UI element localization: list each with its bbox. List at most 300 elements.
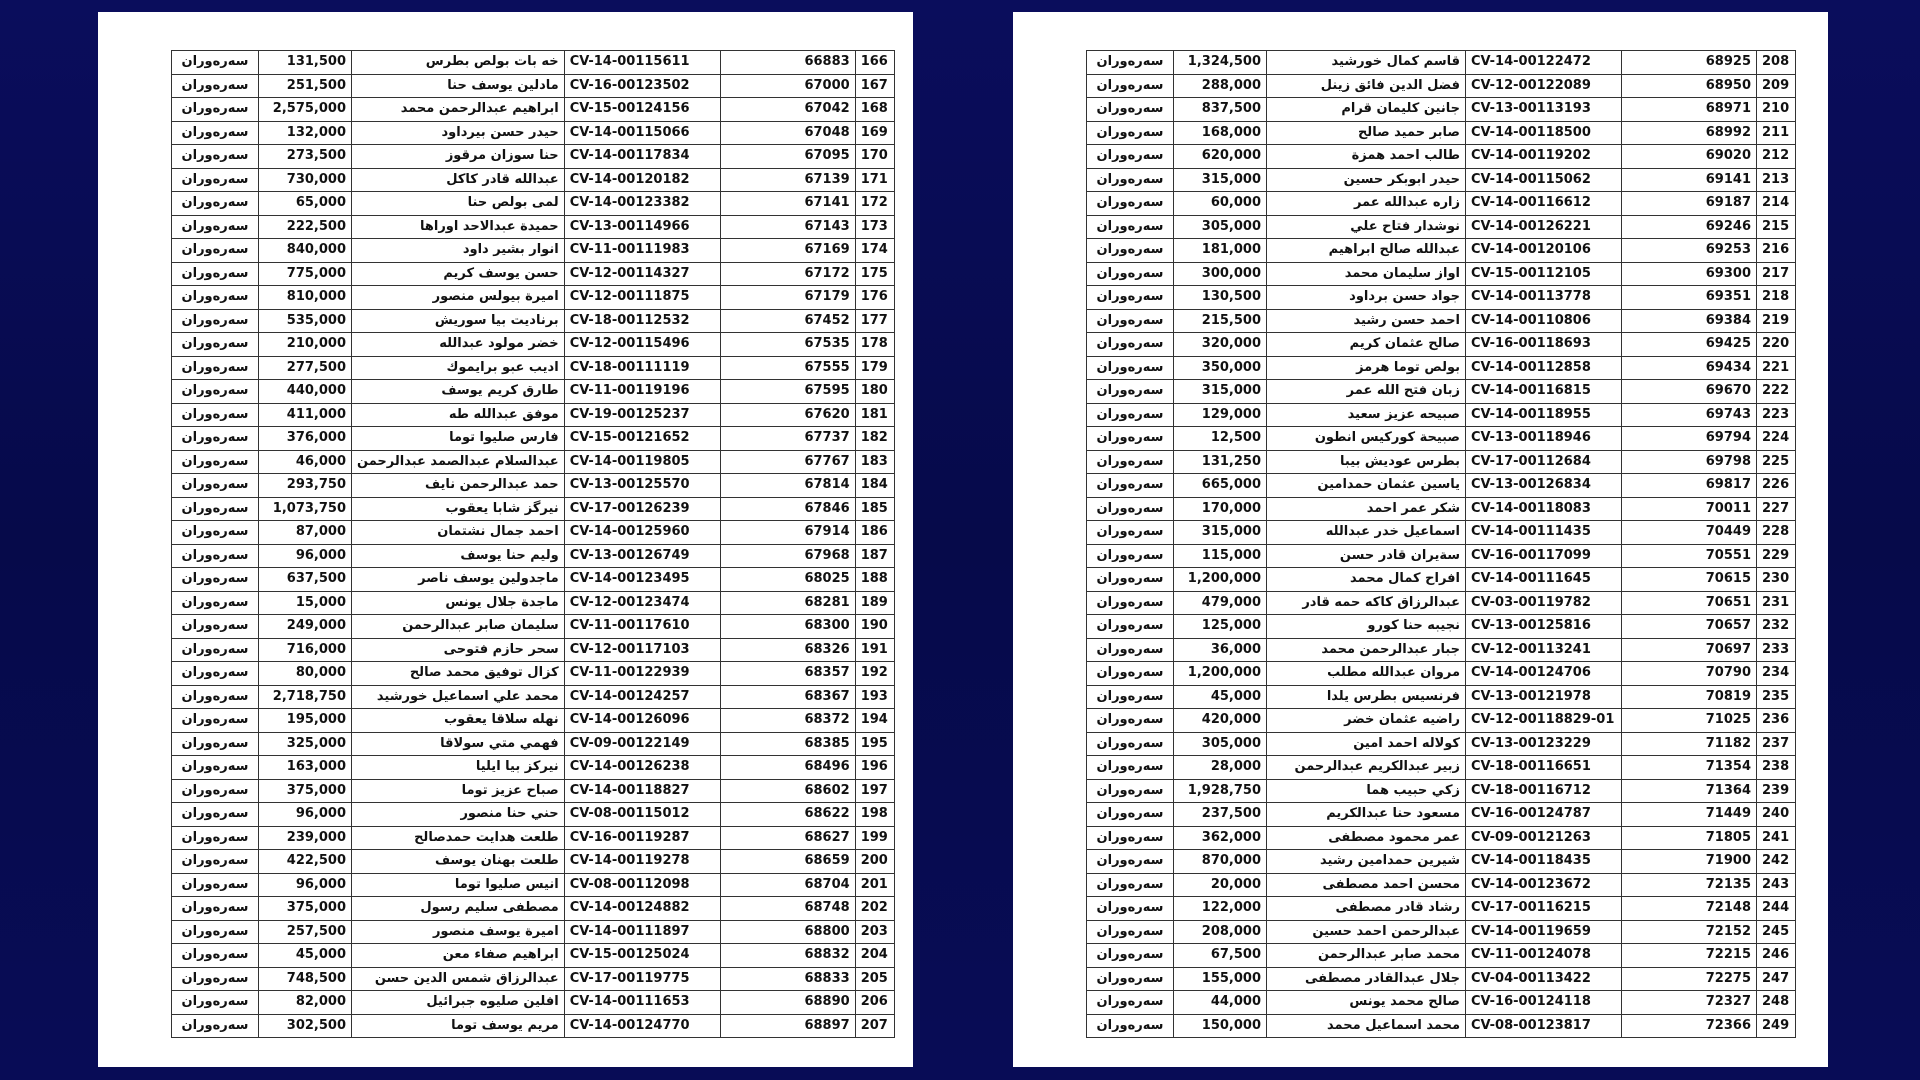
code-cell: 68326 (720, 638, 855, 662)
table-row (1087, 497, 1796, 521)
amount-cell: 422,500 (259, 850, 352, 874)
amount-cell: 305,000 (1174, 732, 1267, 756)
amount-cell: 288,000 (1174, 74, 1267, 98)
cv-number-cell: CV-14-00111435 (1466, 521, 1622, 545)
amount-cell: 195,000 (259, 709, 352, 733)
area-cell: سەرەوران (1087, 51, 1174, 75)
table-row (172, 873, 895, 897)
area-cell: سەرەوران (172, 591, 259, 615)
area-cell: سەرەوران (172, 427, 259, 451)
amount-cell: 420,000 (1174, 709, 1267, 733)
area-cell: سەرەوران (1087, 192, 1174, 216)
area-cell: سەرەوران (172, 356, 259, 380)
code-cell: 67139 (720, 168, 855, 192)
table-row (1087, 51, 1796, 75)
table-row (1087, 756, 1796, 780)
amount-cell: 12,500 (1174, 427, 1267, 451)
cv-number-cell: CV-17-00119775 (564, 967, 720, 991)
table-row (172, 403, 895, 427)
sequence-cell: 200 (855, 850, 894, 874)
amount-cell: 479,000 (1174, 591, 1267, 615)
code-cell: 70697 (1622, 638, 1757, 662)
cv-number-cell: CV-17-00116215 (1466, 897, 1622, 921)
code-cell: 70657 (1622, 615, 1757, 639)
amount-cell: 870,000 (1174, 850, 1267, 874)
sequence-cell: 233 (1757, 638, 1796, 662)
area-cell: سەرەوران (172, 521, 259, 545)
name-cell: حسن يوسف كريم (352, 262, 565, 286)
amount-cell: 665,000 (1174, 474, 1267, 498)
code-cell: 71900 (1622, 850, 1757, 874)
amount-cell: 1,200,000 (1174, 662, 1267, 686)
name-cell: انوار بشير داود (352, 239, 565, 263)
area-cell: سەرەوران (1087, 356, 1174, 380)
amount-cell: 810,000 (259, 286, 352, 310)
area-cell: سەرەوران (1087, 709, 1174, 733)
name-cell: حيدر ابوبكر حسين (1267, 168, 1466, 192)
code-cell: 72135 (1622, 873, 1757, 897)
amount-cell: 170,000 (1174, 497, 1267, 521)
sequence-cell: 206 (855, 991, 894, 1015)
table-row (172, 685, 895, 709)
area-cell: سەرەوران (172, 615, 259, 639)
name-cell: مصطفى سليم رسول (352, 897, 565, 921)
table-row (172, 779, 895, 803)
name-cell: افراح كمال محمد (1267, 568, 1466, 592)
table-row (1087, 944, 1796, 968)
code-cell: 70449 (1622, 521, 1757, 545)
code-cell: 67846 (720, 497, 855, 521)
code-cell: 67968 (720, 544, 855, 568)
sequence-cell: 229 (1757, 544, 1796, 568)
amount-cell: 96,000 (259, 873, 352, 897)
table-row (1087, 239, 1796, 263)
name-cell: عبدالله قادر كاكل (352, 168, 565, 192)
sequence-cell: 179 (855, 356, 894, 380)
cv-number-cell: CV-13-00123229 (1466, 732, 1622, 756)
code-cell: 68950 (1622, 74, 1757, 98)
name-cell: مروان عبدالله مطلب (1267, 662, 1466, 686)
area-cell: سەرەوران (172, 450, 259, 474)
area-cell: سەرەوران (1087, 803, 1174, 827)
area-cell: سەرەوران (1087, 450, 1174, 474)
name-cell: حني حنا منصور (352, 803, 565, 827)
table-row (172, 286, 895, 310)
amount-cell: 375,000 (259, 779, 352, 803)
cv-number-cell: CV-17-00112684 (1466, 450, 1622, 474)
amount-cell: 122,000 (1174, 897, 1267, 921)
area-cell: سەرەوران (1087, 145, 1174, 169)
cv-number-cell: CV-11-00124078 (1466, 944, 1622, 968)
cv-number-cell: CV-13-00125570 (564, 474, 720, 498)
cv-number-cell: CV-11-00122939 (564, 662, 720, 686)
amount-cell: 440,000 (259, 380, 352, 404)
table-row (172, 638, 895, 662)
amount-cell: 45,000 (1174, 685, 1267, 709)
sequence-cell: 247 (1757, 967, 1796, 991)
sequence-cell: 190 (855, 615, 894, 639)
sequence-cell: 211 (1757, 121, 1796, 145)
amount-cell: 2,575,000 (259, 98, 352, 122)
table-row (1087, 991, 1796, 1015)
sequence-cell: 219 (1757, 309, 1796, 333)
code-cell: 68748 (720, 897, 855, 921)
code-cell: 67535 (720, 333, 855, 357)
name-cell: احمد جمال نشتمان (352, 521, 565, 545)
area-cell: سەرەوران (1087, 591, 1174, 615)
code-cell: 72148 (1622, 897, 1757, 921)
cv-number-cell: CV-12-00123474 (564, 591, 720, 615)
name-cell: زاره عبدالله عمر (1267, 192, 1466, 216)
amount-cell: 1,200,000 (1174, 568, 1267, 592)
table-row (1087, 474, 1796, 498)
cv-number-cell: CV-14-00125960 (564, 521, 720, 545)
sequence-cell: 177 (855, 309, 894, 333)
amount-cell: 36,000 (1174, 638, 1267, 662)
name-cell: سحر حازم فتوحى (352, 638, 565, 662)
amount-cell: 775,000 (259, 262, 352, 286)
area-cell: سەرەوران (1087, 98, 1174, 122)
cv-number-cell: CV-12-00122089 (1466, 74, 1622, 98)
sequence-cell: 227 (1757, 497, 1796, 521)
table-row (172, 568, 895, 592)
table-row (1087, 262, 1796, 286)
amount-cell: 637,500 (259, 568, 352, 592)
cv-number-cell: CV-14-00119659 (1466, 920, 1622, 944)
amount-cell: 315,000 (1174, 380, 1267, 404)
area-cell: سەرەوران (1087, 967, 1174, 991)
amount-cell: 45,000 (259, 944, 352, 968)
code-cell: 69670 (1622, 380, 1757, 404)
sequence-cell: 213 (1757, 168, 1796, 192)
table-row (1087, 638, 1796, 662)
area-cell: سەرەوران (1087, 897, 1174, 921)
table-row (172, 991, 895, 1015)
sequence-cell: 230 (1757, 568, 1796, 592)
cv-number-cell: CV-14-00119805 (564, 450, 720, 474)
name-cell: صالح عثمان كريم (1267, 333, 1466, 357)
code-cell: 72215 (1622, 944, 1757, 968)
table-row (172, 145, 895, 169)
cv-number-cell: CV-17-00126239 (564, 497, 720, 521)
amount-cell: 239,000 (259, 826, 352, 850)
area-cell: سەرەوران (172, 74, 259, 98)
table-row (1087, 591, 1796, 615)
code-cell: 68496 (720, 756, 855, 780)
table-row (1087, 427, 1796, 451)
amount-cell: 2,718,750 (259, 685, 352, 709)
name-cell: انيس صليوا توما (352, 873, 565, 897)
name-cell: رشاد قادر مصطفى (1267, 897, 1466, 921)
name-cell: بولص توما هرمز (1267, 356, 1466, 380)
sequence-cell: 207 (855, 1014, 894, 1038)
table-row (172, 192, 895, 216)
area-cell: سەرەوران (1087, 521, 1174, 545)
table-row (1087, 897, 1796, 921)
cv-number-cell: CV-11-00111983 (564, 239, 720, 263)
name-cell: جانين كليمان قرام (1267, 98, 1466, 122)
code-cell: 67767 (720, 450, 855, 474)
cv-number-cell: CV-04-00113422 (1466, 967, 1622, 991)
name-cell: محمد اسماعيل محمد (1267, 1014, 1466, 1038)
name-cell: طالب احمد همزة (1267, 145, 1466, 169)
cv-number-cell: CV-14-00120182 (564, 168, 720, 192)
table-row (1087, 685, 1796, 709)
code-cell: 72327 (1622, 991, 1757, 1015)
code-cell: 68627 (720, 826, 855, 850)
cv-number-cell: CV-09-00122149 (564, 732, 720, 756)
name-cell: لمى بولص حنا (352, 192, 565, 216)
cv-number-cell: CV-15-00124156 (564, 98, 720, 122)
area-cell: سەرەوران (172, 497, 259, 521)
sequence-cell: 222 (1757, 380, 1796, 404)
code-cell: 67814 (720, 474, 855, 498)
amount-cell: 300,000 (1174, 262, 1267, 286)
area-cell: سەرەوران (172, 239, 259, 263)
area-cell: سەرەوران (1087, 944, 1174, 968)
name-cell: مريم يوسف توما (352, 1014, 565, 1038)
code-cell: 68971 (1622, 98, 1757, 122)
code-cell: 67595 (720, 380, 855, 404)
name-cell: صباح عزيز توما (352, 779, 565, 803)
sequence-cell: 248 (1757, 991, 1796, 1015)
table-row (1087, 309, 1796, 333)
amount-cell: 620,000 (1174, 145, 1267, 169)
code-cell: 70790 (1622, 662, 1757, 686)
code-cell: 72275 (1622, 967, 1757, 991)
table-row (172, 544, 895, 568)
code-cell: 68300 (720, 615, 855, 639)
table-row (172, 239, 895, 263)
left-records-table (171, 50, 895, 1038)
name-cell: نوشدار فتاح علي (1267, 215, 1466, 239)
cv-number-cell: CV-14-00110806 (1466, 309, 1622, 333)
cv-number-cell: CV-14-00119202 (1466, 145, 1622, 169)
code-cell: 71025 (1622, 709, 1757, 733)
sequence-cell: 181 (855, 403, 894, 427)
name-cell: وليم حنا يوسف (352, 544, 565, 568)
code-cell: 68897 (720, 1014, 855, 1038)
amount-cell: 96,000 (259, 803, 352, 827)
table-row (172, 920, 895, 944)
code-cell: 72152 (1622, 920, 1757, 944)
name-cell: ياسين عثمان حمدامين (1267, 474, 1466, 498)
cv-number-cell: CV-08-00112098 (564, 873, 720, 897)
sequence-cell: 182 (855, 427, 894, 451)
table-row (172, 215, 895, 239)
table-row (172, 98, 895, 122)
code-cell: 70011 (1622, 497, 1757, 521)
amount-cell: 210,000 (259, 333, 352, 357)
amount-cell: 87,000 (259, 521, 352, 545)
cv-number-cell: CV-14-00116612 (1466, 192, 1622, 216)
sequence-cell: 218 (1757, 286, 1796, 310)
name-cell: اديب عبو برايموك (352, 356, 565, 380)
amount-cell: 129,000 (1174, 403, 1267, 427)
sequence-cell: 226 (1757, 474, 1796, 498)
name-cell: نجيبه حنا كورو (1267, 615, 1466, 639)
cv-number-cell: CV-13-00121978 (1466, 685, 1622, 709)
sequence-cell: 167 (855, 74, 894, 98)
table-row (172, 826, 895, 850)
name-cell: حنا سوزان مرقوز (352, 145, 565, 169)
name-cell: احمد حسن رشيد (1267, 309, 1466, 333)
table-row (1087, 380, 1796, 404)
area-cell: سەرەوران (172, 309, 259, 333)
table-row (1087, 286, 1796, 310)
amount-cell: 748,500 (259, 967, 352, 991)
table-row (172, 756, 895, 780)
cv-number-cell: CV-14-00123382 (564, 192, 720, 216)
sequence-cell: 231 (1757, 591, 1796, 615)
name-cell: قاسم كمال خورشيد (1267, 51, 1466, 75)
name-cell: صالح محمد يونس (1267, 991, 1466, 1015)
code-cell: 68622 (720, 803, 855, 827)
area-cell: سەرەوران (172, 333, 259, 357)
name-cell: نهله سلاقا يعقوب (352, 709, 565, 733)
table-row (172, 74, 895, 98)
code-cell: 67179 (720, 286, 855, 310)
amount-cell: 46,000 (259, 450, 352, 474)
cv-number-cell: CV-14-00126238 (564, 756, 720, 780)
sequence-cell: 203 (855, 920, 894, 944)
code-cell: 70651 (1622, 591, 1757, 615)
name-cell: خضر مولود عبدالله (352, 333, 565, 357)
name-cell: اواز سليمان محمد (1267, 262, 1466, 286)
cv-number-cell: CV-11-00119196 (564, 380, 720, 404)
cv-number-cell: CV-19-00125237 (564, 403, 720, 427)
name-cell: جواد حسن برداود (1267, 286, 1466, 310)
cv-number-cell: CV-14-00118955 (1466, 403, 1622, 427)
amount-cell: 840,000 (259, 239, 352, 263)
area-cell: سەرەوران (172, 803, 259, 827)
amount-cell: 293,750 (259, 474, 352, 498)
sequence-cell: 220 (1757, 333, 1796, 357)
code-cell: 68890 (720, 991, 855, 1015)
table-row (1087, 967, 1796, 991)
area-cell: سەرەوران (172, 779, 259, 803)
name-cell: فارس صليوا توما (352, 427, 565, 451)
name-cell: افلين صليوه جبرائيل (352, 991, 565, 1015)
table-row (1087, 333, 1796, 357)
table-row (1087, 779, 1796, 803)
code-cell: 67452 (720, 309, 855, 333)
name-cell: طارق كريم يوسف (352, 380, 565, 404)
cv-number-cell: CV-18-00111119 (564, 356, 720, 380)
sequence-cell: 235 (1757, 685, 1796, 709)
table-row (172, 427, 895, 451)
sequence-cell: 184 (855, 474, 894, 498)
code-cell: 70819 (1622, 685, 1757, 709)
code-cell: 69743 (1622, 403, 1757, 427)
table-row (172, 709, 895, 733)
amount-cell: 222,500 (259, 215, 352, 239)
cv-number-cell: CV-11-00117610 (564, 615, 720, 639)
sequence-cell: 242 (1757, 850, 1796, 874)
cv-number-cell: CV-14-00126221 (1466, 215, 1622, 239)
code-cell: 67141 (720, 192, 855, 216)
sequence-cell: 214 (1757, 192, 1796, 216)
sequence-cell: 183 (855, 450, 894, 474)
area-cell: سەرەوران (1087, 215, 1174, 239)
area-cell: سەرەوران (172, 380, 259, 404)
cv-number-cell: CV-12-00113241 (1466, 638, 1622, 662)
code-cell: 67914 (720, 521, 855, 545)
sequence-cell: 172 (855, 192, 894, 216)
code-cell: 67555 (720, 356, 855, 380)
table-row (172, 450, 895, 474)
code-cell: 69425 (1622, 333, 1757, 357)
table-row (1087, 732, 1796, 756)
name-cell: ابراهيم عبدالرحمن محمد (352, 98, 565, 122)
table-row (1087, 873, 1796, 897)
name-cell: عبدالرزاق كاكه حمه قادر (1267, 591, 1466, 615)
sequence-cell: 166 (855, 51, 894, 75)
area-cell: سەرەوران (172, 121, 259, 145)
area-cell: سەرەوران (1087, 1014, 1174, 1038)
code-cell: 68659 (720, 850, 855, 874)
amount-cell: 837,500 (1174, 98, 1267, 122)
cv-number-cell: CV-08-00115012 (564, 803, 720, 827)
cv-number-cell: CV-15-00125024 (564, 944, 720, 968)
name-cell: اسماعيل خدر عبدالله (1267, 521, 1466, 545)
code-cell: 67048 (720, 121, 855, 145)
cv-number-cell: CV-15-00112105 (1466, 262, 1622, 286)
sequence-cell: 199 (855, 826, 894, 850)
amount-cell: 315,000 (1174, 521, 1267, 545)
cv-number-cell: CV-14-00116815 (1466, 380, 1622, 404)
sequence-cell: 187 (855, 544, 894, 568)
cv-number-cell: CV-13-00125816 (1466, 615, 1622, 639)
name-cell: طلعت بهنان يوسف (352, 850, 565, 874)
cv-number-cell: CV-14-00112858 (1466, 356, 1622, 380)
area-cell: سەرەوران (1087, 74, 1174, 98)
sequence-cell: 204 (855, 944, 894, 968)
cv-number-cell: CV-14-00111653 (564, 991, 720, 1015)
sequence-cell: 194 (855, 709, 894, 733)
code-cell: 68372 (720, 709, 855, 733)
area-cell: سەرەوران (172, 145, 259, 169)
area-cell: سەرەوران (1087, 168, 1174, 192)
name-cell: محمد علي اسماعيل خورشيد (352, 685, 565, 709)
sequence-cell: 238 (1757, 756, 1796, 780)
name-cell: زبان فتح الله عمر (1267, 380, 1466, 404)
sequence-cell: 189 (855, 591, 894, 615)
area-cell: سەرەوران (172, 826, 259, 850)
area-cell: سەرەوران (172, 685, 259, 709)
name-cell: جبار عبدالرحمن محمد (1267, 638, 1466, 662)
sequence-cell: 195 (855, 732, 894, 756)
amount-cell: 115,000 (1174, 544, 1267, 568)
amount-cell: 249,000 (259, 615, 352, 639)
cv-number-cell: CV-13-00113193 (1466, 98, 1622, 122)
area-cell: سەرەوران (172, 638, 259, 662)
name-cell: بطرس عوديش بيبا (1267, 450, 1466, 474)
name-cell: حميدة عبدالاحد اوراها (352, 215, 565, 239)
name-cell: ماجدولين يوسف ناصر (352, 568, 565, 592)
table-row (172, 615, 895, 639)
name-cell: كولاله احمد امين (1267, 732, 1466, 756)
sequence-cell: 188 (855, 568, 894, 592)
cv-number-cell: CV-16-00123502 (564, 74, 720, 98)
code-cell: 71354 (1622, 756, 1757, 780)
table-row (1087, 662, 1796, 686)
code-cell: 72366 (1622, 1014, 1757, 1038)
sequence-cell: 244 (1757, 897, 1796, 921)
name-cell: محسن احمد مصطفى (1267, 873, 1466, 897)
code-cell: 69817 (1622, 474, 1757, 498)
area-cell: سەرەوران (1087, 497, 1174, 521)
